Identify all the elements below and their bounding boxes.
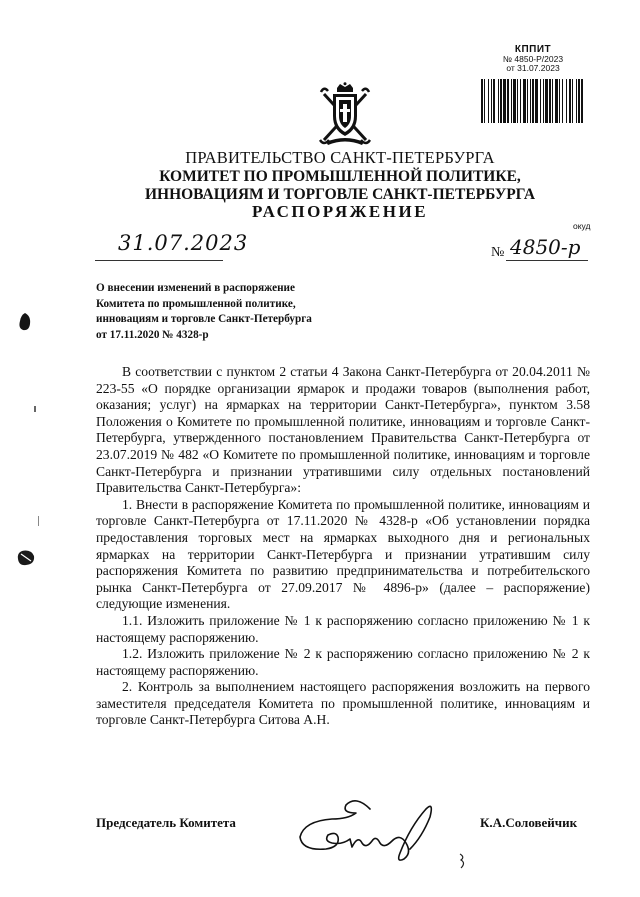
signer-name: К.А.Соловейчик bbox=[480, 815, 578, 830]
scan-mark bbox=[38, 516, 39, 526]
stamp-number: № 4850-Р/2023 bbox=[502, 54, 564, 64]
handwritten-signature bbox=[292, 791, 440, 863]
date-underline bbox=[95, 260, 223, 261]
okud-label: окуд bbox=[573, 221, 591, 231]
stamp-date: от 31.07.2023 bbox=[506, 63, 560, 73]
item-1-paragraph: 1. Внести в распоряжение Комитета по промышленной политике, инновациям и торговле Санкт-Петербурга от 17.11.2020 № 4328-р «Об установлении порядка предоставления торговых мест на ярмарках выходного дня и региональных ярмарках на территории Санкт-Петербурга и признании утратившим силу распоряжения Комитета по развитию предпринимательства и потребительского рынка Санкт-Петербурга от 27.09.2017 № 4896-р» (далее – распоряжение) следующие изменения. bbox=[96, 496, 590, 612]
number-label: № bbox=[491, 245, 505, 260]
scan-mark bbox=[457, 853, 467, 869]
item-1-1-paragraph: 1.1. Изложить приложение № 1 к распоряжению согласно приложению № 1 к настоящему распоряжению. bbox=[96, 612, 590, 645]
registration-stamp bbox=[478, 44, 588, 73]
signer-position: Председатель Комитета bbox=[96, 815, 236, 830]
barcode-icon bbox=[480, 79, 586, 123]
coat-of-arms-icon bbox=[318, 82, 372, 146]
scan-blot-mark bbox=[17, 312, 33, 332]
government-title: ПРАВИТЕЛЬСТВО САНКТ-ПЕТЕРБУРГА bbox=[185, 148, 495, 167]
document-subject bbox=[96, 281, 356, 343]
committee-title bbox=[110, 168, 570, 204]
preamble-paragraph: В соответствии с пунктом 2 статьи 4 Закона Санкт-Петербурга от 20.04.2011 № 223-55 «О порядке организации ярмарок и продажи товаров (выполнения работ, оказания; услуг) на ярмарках на территории Санкт-Петербурга», пунктом 3.58 Положения о Комитете по промышленной политике, инновациям и торговле Санкт-Петербурга, утвержденного постановлением Правительства Санкт-Петербурга от 23.07.2019 № 482 «О Комитете по промышленной политике, инновациям и торговле Санкт-Петербурга и признании утратившими силу отдельных постановлений Правительства Санкт-Петербурга»: bbox=[96, 364, 590, 496]
number-underline bbox=[506, 260, 588, 261]
committee-title-line2: ИННОВАЦИЯМ И ТОРГОВЛЕ САНКТ-ПЕТЕРБУРГА bbox=[144, 186, 536, 203]
subject-line: О внесении изменений в распоряжение bbox=[96, 282, 295, 294]
scan-mark bbox=[34, 406, 36, 412]
subject-line: от 17.11.2020 № 4328-р bbox=[96, 328, 209, 341]
subject-line: Комитета по промышленной политике, bbox=[96, 297, 296, 310]
item-2-paragraph: 2. Контроль за выполнением настоящего распоряжения возложить на первого заместителя председателя Комитета по промышленной политике, инновациям и торговле Санкт-Петербурга Ситова А.Н. bbox=[96, 679, 590, 728]
subject-line: инновациям и торговле Санкт-Петербурга bbox=[96, 313, 312, 325]
committee-title-line1: КОМИТЕТ ПО ПРОМЫШЛЕННОЙ ПОЛИТИКЕ, bbox=[159, 168, 521, 185]
scan-blot-mark bbox=[16, 549, 36, 567]
document-number: 4850-р bbox=[510, 235, 581, 259]
item-1-2-paragraph: 1.2. Изложить приложение № 2 к распоряжению согласно приложению № 2 к настоящему распоряжению. bbox=[96, 646, 590, 678]
document-type: РАСПОРЯЖЕНИЕ bbox=[251, 202, 429, 221]
document-body bbox=[96, 364, 590, 729]
document-date: 31.07.2023 bbox=[118, 231, 249, 255]
stamp-org: КППИТ bbox=[514, 44, 552, 55]
